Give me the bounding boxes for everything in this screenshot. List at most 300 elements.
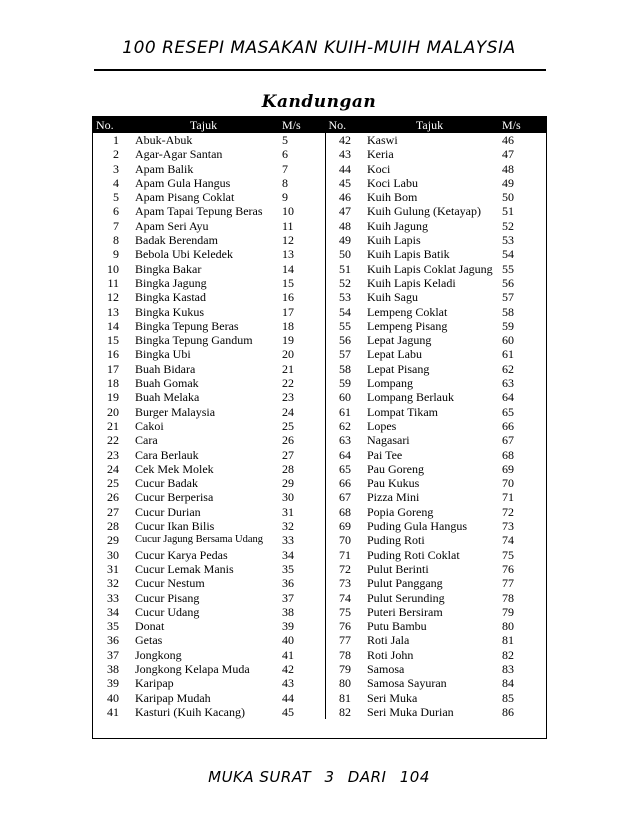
entry-page: 32 — [282, 519, 294, 534]
entry-title: Apam Seri Ayu — [135, 218, 209, 233]
entry-page: 15 — [282, 275, 294, 290]
entry-page: 76 — [502, 561, 514, 576]
entry-title: Pulut Panggang — [367, 576, 443, 591]
entry-page: 59 — [502, 318, 514, 333]
entry-title: Apam Gula Hangus — [135, 175, 231, 190]
entry-title: Cakoi — [135, 418, 164, 433]
entry-number: 76 — [325, 619, 357, 633]
table-row — [93, 619, 546, 633]
entry-title: Apam Tapai Tepung Beras — [135, 204, 263, 219]
entry-title: Cucur Lemak Manis — [135, 561, 234, 576]
entry-page: 41 — [282, 647, 294, 662]
page-footer — [0, 768, 638, 786]
table-row — [93, 319, 546, 333]
entry-number: 17 — [107, 361, 119, 376]
table-row — [93, 405, 546, 419]
entry-number: 36 — [107, 633, 119, 648]
table-row — [93, 633, 546, 647]
entry-page: 8 — [282, 175, 288, 190]
entry-title: Nagasari — [367, 433, 410, 448]
entry-title: Samosa — [367, 661, 405, 676]
entry-number: 51 — [325, 262, 357, 276]
entry-number: 21 — [107, 418, 119, 433]
entry-title: Apam Balik — [135, 161, 194, 176]
entry-page: 25 — [282, 418, 294, 433]
entry-title: Koci Labu — [367, 175, 418, 190]
entry-number: 32 — [107, 576, 119, 591]
entry-title: Cek Mek Molek — [135, 461, 214, 476]
toc-table — [93, 117, 546, 719]
entry-number: 30 — [107, 547, 119, 562]
entry-page: 20 — [282, 347, 294, 362]
entry-page: 23 — [282, 390, 294, 405]
entry-page: 10 — [282, 204, 294, 219]
entry-number: 74 — [325, 591, 357, 605]
entry-title: Cucur Pisang — [135, 590, 200, 605]
entry-title: Samosa Sayuran — [367, 676, 447, 691]
entry-number: 23 — [107, 447, 119, 462]
table-row — [93, 333, 546, 347]
entry-number: 55 — [325, 319, 357, 333]
entry-title: Bingka Bakar — [135, 261, 202, 276]
entry-title: Burger Malaysia — [135, 404, 216, 419]
entry-page: 45 — [282, 704, 294, 719]
entry-title: Bingka Kastad — [135, 290, 206, 305]
entry-number: 64 — [325, 448, 357, 462]
entry-number: 34 — [107, 604, 119, 619]
table-row — [93, 676, 546, 690]
entry-page: 42 — [282, 661, 294, 676]
entry-title: Cucur Karya Pedas — [135, 547, 228, 562]
entry-title: Jongkong Kelapa Muda — [135, 661, 250, 676]
entry-number: 65 — [325, 462, 357, 476]
entry-page: 7 — [282, 161, 288, 176]
entry-number: 41 — [107, 704, 119, 719]
entry-page: 26 — [282, 433, 294, 448]
entry-title: Pai Tee — [367, 447, 403, 462]
table-row — [93, 433, 546, 447]
entry-number: 60 — [325, 390, 357, 404]
entry-number: 53 — [325, 290, 357, 304]
entry-number: 78 — [325, 648, 357, 662]
entry-page: 82 — [502, 647, 514, 662]
table-row — [93, 648, 546, 662]
entry-title: Lempeng Pisang — [367, 318, 448, 333]
entry-number: 69 — [325, 519, 357, 533]
table-row — [93, 247, 546, 261]
entry-number: 13 — [107, 304, 119, 319]
entry-page: 9 — [282, 190, 288, 205]
entry-title: Bingka Ubi — [135, 347, 191, 362]
entry-title: Cucur Badak — [135, 476, 198, 491]
page-label: MUKA SURAT — [208, 768, 312, 786]
entry-page: 17 — [282, 304, 294, 319]
entry-page: 55 — [502, 261, 514, 276]
entry-number: 35 — [107, 619, 119, 634]
entry-title: Agar-Agar Santan — [135, 147, 223, 162]
entry-title: Buah Gomak — [135, 376, 199, 391]
entry-title: Bingka Kukus — [135, 304, 204, 319]
entry-number: 66 — [325, 476, 357, 490]
entry-title: Seri Muka Durian — [367, 704, 454, 719]
table-row — [93, 591, 546, 605]
table-of-contents — [92, 116, 547, 739]
entry-page: 58 — [502, 304, 514, 319]
entry-number: 8 — [113, 233, 119, 248]
entry-number: 33 — [107, 590, 119, 605]
entry-title: Lepat Pisang — [367, 361, 430, 376]
entry-title: Puding Gula Hangus — [367, 519, 467, 534]
entry-title: Bingka Jagung — [135, 275, 207, 290]
entry-title: Kuih Lapis — [367, 233, 421, 248]
entry-number: 68 — [325, 505, 357, 519]
entry-page: 57 — [502, 290, 514, 305]
table-row — [93, 390, 546, 404]
entry-page: 5 — [282, 133, 288, 147]
entry-page: 66 — [502, 418, 514, 433]
table-row — [93, 347, 546, 361]
entry-page: 27 — [282, 447, 294, 462]
table-row — [93, 533, 546, 547]
table-row — [93, 462, 546, 476]
entry-title: Buah Bidara — [135, 361, 196, 376]
entry-title: Koci — [367, 161, 391, 176]
entry-number: 54 — [325, 305, 357, 319]
entry-page: 77 — [502, 576, 514, 591]
table-row — [93, 362, 546, 376]
column-header-page: M/s — [282, 117, 325, 133]
entry-page: 18 — [282, 318, 294, 333]
entry-page: 86 — [502, 704, 514, 719]
entry-title: Getas — [135, 633, 163, 648]
entry-number: 58 — [325, 362, 357, 376]
entry-title: Keria — [367, 147, 394, 162]
entry-page: 53 — [502, 233, 514, 248]
entry-title: Cucur Durian — [135, 504, 201, 519]
entry-page: 64 — [502, 390, 514, 405]
entry-page: 61 — [502, 347, 514, 362]
entry-page: 78 — [502, 590, 514, 605]
table-row — [93, 490, 546, 504]
entry-number: 15 — [107, 333, 119, 348]
entry-page: 30 — [282, 490, 294, 505]
entry-page: 37 — [282, 590, 294, 605]
table-row — [93, 562, 546, 576]
entry-title: Roti John — [367, 647, 414, 662]
entry-page: 35 — [282, 561, 294, 576]
entry-title: Lempeng Coklat — [367, 304, 448, 319]
entry-page: 52 — [502, 218, 514, 233]
entry-page: 28 — [282, 461, 294, 476]
entry-title: Kuih Bom — [367, 190, 418, 205]
entry-page: 62 — [502, 361, 514, 376]
entry-page: 14 — [282, 261, 294, 276]
entry-title: Lompang — [367, 376, 413, 391]
entry-number: 56 — [325, 333, 357, 347]
entry-number: 71 — [325, 548, 357, 562]
table-row — [93, 476, 546, 490]
table-row — [93, 133, 546, 147]
entry-number: 72 — [325, 562, 357, 576]
entry-number: 46 — [325, 190, 357, 204]
entry-title: Cucur Jagung Bersama Udang — [135, 534, 264, 546]
table-row — [93, 662, 546, 676]
entry-number: 2 — [113, 147, 119, 162]
table-row — [93, 204, 546, 218]
entry-number: 3 — [113, 161, 119, 176]
entry-number: 22 — [107, 433, 119, 448]
entry-page: 54 — [502, 247, 514, 262]
entry-page: 63 — [502, 376, 514, 391]
entry-page: 75 — [502, 547, 514, 562]
entry-title: Kuih Lapis Keladi — [367, 275, 456, 290]
entry-page: 12 — [282, 233, 294, 248]
entry-number: 28 — [107, 519, 119, 534]
document-title: 100 RESEPI MASAKAN KUIH-MUIH MALAYSIA — [122, 38, 516, 58]
entry-number: 14 — [107, 318, 119, 333]
entry-page: 73 — [502, 519, 514, 534]
entry-title: Pizza Mini — [367, 490, 420, 505]
entry-title: Lompang Berlauk — [367, 390, 454, 405]
entry-page: 67 — [502, 433, 514, 448]
entry-page: 19 — [282, 333, 294, 348]
entry-title: Pulut Serunding — [367, 590, 445, 605]
entry-title: Karipap Mudah — [135, 690, 211, 705]
entry-page: 29 — [282, 476, 294, 491]
entry-title: Apam Pisang Coklat — [135, 190, 235, 205]
entry-number: 59 — [325, 376, 357, 390]
entry-number: 5 — [113, 190, 119, 205]
entry-page: 16 — [282, 290, 294, 305]
entry-page: 34 — [282, 547, 294, 562]
entry-page: 69 — [502, 461, 514, 476]
table-row — [93, 705, 546, 719]
table-row — [93, 290, 546, 304]
column-header-page: M/s — [502, 117, 546, 133]
table-header-row — [93, 117, 546, 133]
entry-page: 79 — [502, 604, 514, 619]
entry-title: Buah Melaka — [135, 390, 200, 405]
entry-page: 33 — [282, 533, 294, 548]
entry-number: 40 — [107, 690, 119, 705]
entry-number: 49 — [325, 233, 357, 247]
entry-number: 9 — [113, 247, 119, 262]
entry-title: Kaswi — [367, 133, 398, 147]
entry-title: Kuih Sagu — [367, 290, 418, 305]
entry-page: 22 — [282, 376, 294, 391]
entry-title: Abuk-Abuk — [135, 133, 193, 147]
entry-number: 43 — [325, 147, 357, 161]
entry-title: Puding Roti Coklat — [367, 547, 460, 562]
entry-page: 31 — [282, 504, 294, 519]
table-row — [93, 548, 546, 562]
entry-page: 13 — [282, 247, 294, 262]
entry-page: 50 — [502, 190, 514, 205]
table-row — [93, 505, 546, 519]
table-row — [93, 233, 546, 247]
column-header-title: Tajuk — [357, 117, 502, 133]
entry-number: 27 — [107, 504, 119, 519]
entry-number: 20 — [107, 404, 119, 419]
entry-number: 10 — [107, 261, 119, 276]
contents-heading: Kandungan — [261, 92, 377, 112]
entry-number: 7 — [113, 218, 119, 233]
entry-title: Donat — [135, 619, 165, 634]
entry-title: Lopes — [367, 418, 397, 433]
entry-number: 26 — [107, 490, 119, 505]
table-row — [93, 605, 546, 619]
table-row — [93, 305, 546, 319]
entry-number: 29 — [107, 533, 119, 548]
entry-page: 60 — [502, 333, 514, 348]
table-row — [93, 147, 546, 161]
entry-title: Lepat Jagung — [367, 333, 432, 348]
entry-title: Cucur Ikan Bilis — [135, 519, 215, 534]
entry-title: Cucur Nestum — [135, 576, 205, 591]
entry-title: Bingka Tepung Beras — [135, 318, 239, 333]
entry-number: 1 — [113, 133, 119, 147]
entry-page: 11 — [282, 218, 294, 233]
entry-title: Kasturi (Kuih Kacang) — [135, 704, 245, 719]
entry-title: Puteri Bersiram — [367, 604, 443, 619]
entry-page: 85 — [502, 690, 514, 705]
entry-title: Kuih Jagung — [367, 218, 428, 233]
page-total: 104 — [399, 768, 430, 786]
entry-title: Pau Kukus — [367, 476, 420, 491]
entry-number: 50 — [325, 247, 357, 261]
entry-number: 6 — [113, 204, 119, 219]
column-header-no: No. — [325, 117, 357, 133]
entry-title: Pau Goreng — [367, 461, 424, 476]
entry-title: Popia Goreng — [367, 504, 434, 519]
entry-number: 52 — [325, 276, 357, 290]
entry-title: Putu Bambu — [367, 619, 427, 634]
entry-title: Lepat Labu — [367, 347, 422, 362]
entry-page: 81 — [502, 633, 514, 648]
entry-number: 73 — [325, 576, 357, 590]
entry-title: Karipap — [135, 676, 174, 691]
entry-title: Cucur Udang — [135, 604, 200, 619]
entry-page: 6 — [282, 147, 288, 162]
entry-page: 72 — [502, 504, 514, 519]
entry-number: 12 — [107, 290, 119, 305]
entry-number: 63 — [325, 433, 357, 447]
table-row — [93, 419, 546, 433]
entry-page: 80 — [502, 619, 514, 634]
page-of-label: DARI — [347, 768, 387, 786]
entry-number: 37 — [107, 647, 119, 662]
header-divider — [94, 69, 546, 71]
entry-page: 84 — [502, 676, 514, 691]
table-row — [93, 190, 546, 204]
entry-number: 81 — [325, 691, 357, 705]
entry-page: 43 — [282, 676, 294, 691]
entry-page: 49 — [502, 175, 514, 190]
table-row — [93, 176, 546, 190]
entry-number: 39 — [107, 676, 119, 691]
entry-title: Cara — [135, 433, 158, 448]
entry-number: 16 — [107, 347, 119, 362]
table-row — [93, 691, 546, 705]
entry-page: 46 — [502, 133, 514, 147]
entry-number: 61 — [325, 405, 357, 419]
entry-title: Bingka Tepung Gandum — [135, 333, 253, 348]
entry-number: 19 — [107, 390, 119, 405]
entry-number: 45 — [325, 176, 357, 190]
entry-title: Lompat Tikam — [367, 404, 439, 419]
entry-number: 47 — [325, 204, 357, 218]
table-row — [93, 448, 546, 462]
entry-number: 4 — [113, 175, 119, 190]
entry-title: Kuih Gulung (Ketayap) — [367, 204, 481, 219]
entry-page: 68 — [502, 447, 514, 462]
entry-page: 74 — [502, 533, 514, 548]
entry-page: 36 — [282, 576, 294, 591]
column-header-no: No. — [93, 117, 125, 133]
table-row — [93, 219, 546, 233]
table-row — [93, 576, 546, 590]
table-row — [93, 262, 546, 276]
entry-number: 62 — [325, 419, 357, 433]
entry-number: 24 — [107, 461, 119, 476]
page-current: 3 — [324, 768, 335, 786]
table-row — [93, 519, 546, 533]
entry-page: 40 — [282, 633, 294, 648]
entry-title: Badak Berendam — [135, 233, 218, 248]
entry-number: 25 — [107, 476, 119, 491]
entry-page: 83 — [502, 661, 514, 676]
entry-number: 80 — [325, 676, 357, 690]
entry-page: 48 — [502, 161, 514, 176]
table-row — [93, 276, 546, 290]
entry-page: 44 — [282, 690, 294, 705]
entry-page: 47 — [502, 147, 514, 162]
entry-title: Pulut Berinti — [367, 561, 429, 576]
entry-title: Kuih Lapis Coklat Jagung — [367, 261, 493, 276]
entry-page: 38 — [282, 604, 294, 619]
entry-number: 67 — [325, 490, 357, 504]
entry-title: Cara Berlauk — [135, 447, 199, 462]
entry-page: 39 — [282, 619, 294, 634]
entry-title: Jongkong — [135, 647, 182, 662]
table-row — [93, 376, 546, 390]
entry-number: 31 — [107, 561, 119, 576]
entry-number: 44 — [325, 162, 357, 176]
entry-page: 71 — [502, 490, 514, 505]
entry-number: 82 — [325, 705, 357, 719]
entry-page: 70 — [502, 476, 514, 491]
column-header-title: Tajuk — [125, 117, 282, 133]
toc-body — [93, 133, 546, 719]
entry-number: 18 — [107, 376, 119, 391]
entry-page: 51 — [502, 204, 514, 219]
entry-title: Kuih Lapis Batik — [367, 247, 450, 262]
entry-number: 57 — [325, 347, 357, 361]
entry-title: Bebola Ubi Keledek — [135, 247, 233, 262]
table-row — [93, 162, 546, 176]
entry-number: 42 — [325, 133, 357, 147]
entry-page: 65 — [502, 404, 514, 419]
entry-number: 75 — [325, 605, 357, 619]
entry-number: 48 — [325, 219, 357, 233]
entry-title: Roti Jala — [367, 633, 410, 648]
entry-page: 56 — [502, 275, 514, 290]
entry-page: 24 — [282, 404, 294, 419]
entry-page: 21 — [282, 361, 294, 376]
entry-number: 38 — [107, 661, 119, 676]
entry-number: 11 — [107, 275, 119, 290]
entry-title: Puding Roti — [367, 533, 425, 548]
